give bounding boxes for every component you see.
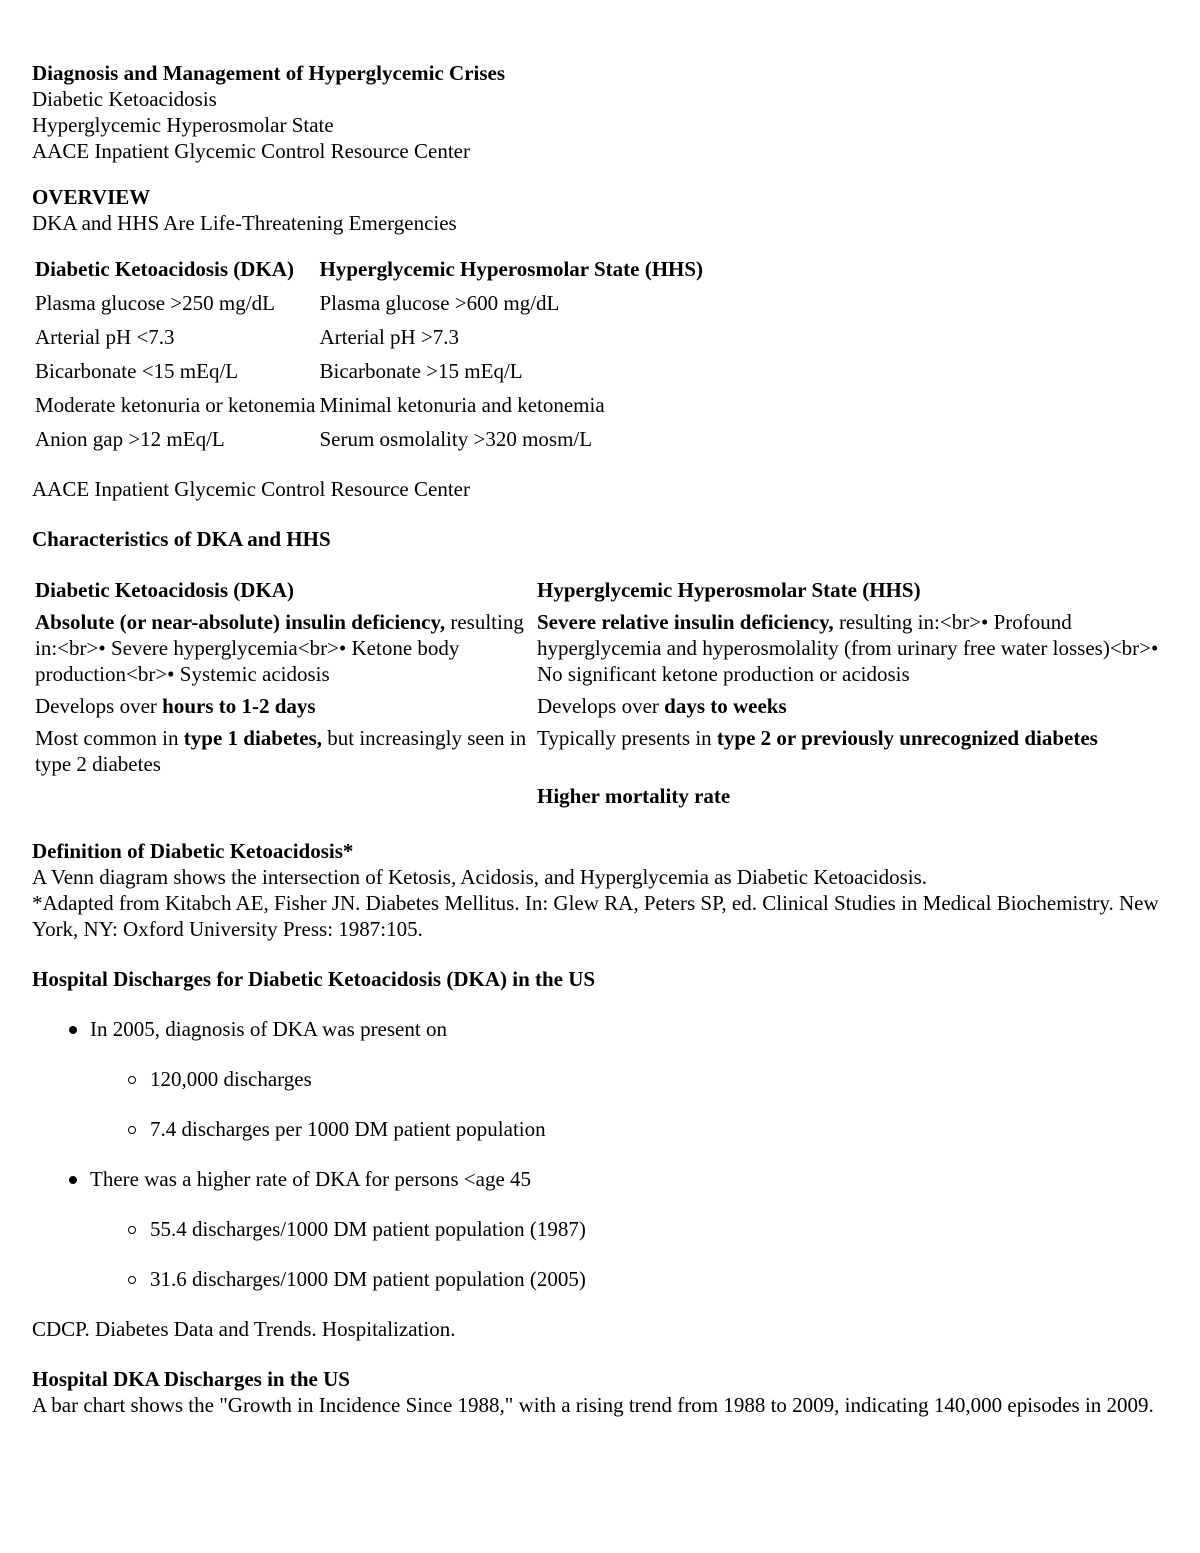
table-row (34, 782, 1170, 812)
cell-text: resulting in:<br>• Profound hyperglycemia and hyperosmolality (from urinary free water losses)<br>• No significant ketone production or acidosis (537, 610, 1159, 686)
sub-list (32, 1216, 1168, 1292)
us-discharges-text: A bar chart shows the "Growth in Incidence Since 1988," with a rising trend from 1988 to 2009, indicating 140,000 episodes in 2009. (32, 1393, 1154, 1417)
header-section (32, 60, 1168, 164)
column-header-hhs: Hyperglycemic Hyperosmolar State (HHS) (537, 578, 921, 602)
list-item (32, 1216, 1168, 1242)
list-item (32, 1066, 1168, 1092)
cell-text: Develops over (35, 694, 163, 718)
table-cell (536, 782, 1170, 812)
table-row (34, 356, 704, 388)
discharges-heading: Hospital Discharges for Diabetic Ketoacidosis (DKA) in the US (32, 967, 596, 991)
cell-text: resulting in:<br>• Severe hyperglycemia<br>• Ketone body production<br>• Systemic acidosis (35, 610, 524, 686)
list-item-text: In 2005, diagnosis of DKA was present on (90, 1017, 447, 1041)
discharges-heading-block (32, 966, 1168, 992)
definition-section (32, 838, 1168, 942)
source-citation: AACE Inpatient Glycemic Control Resource Center (32, 477, 470, 501)
definition-citation: *Adapted from Kitabch AE, Fisher JN. Diabetes Mellitus. In: Glew RA, Peters SP, ed. Clinical Studies in Medical Biochemistry. New York, NY: Oxford University Press: 1987:105. (32, 891, 1159, 941)
cell-text: Typically presents in (537, 726, 717, 750)
table-cell (34, 724, 534, 780)
overview-heading: OVERVIEW (32, 185, 151, 209)
cell-emphasis: days to weeks (664, 694, 787, 718)
discharges-list (32, 1016, 1168, 1292)
cell-text: Develops over (537, 694, 665, 718)
overview-source (32, 476, 1168, 502)
cell-emphasis: type 2 or previously unrecognized diabetes (716, 726, 1098, 750)
characteristics-heading-block (32, 526, 1168, 552)
list-item-text: 7.4 discharges per 1000 DM patient population (150, 1117, 546, 1141)
header-line: Diabetic Ketoacidosis (32, 87, 217, 111)
table-header-row (34, 254, 704, 286)
table-row (34, 724, 1170, 780)
table-cell: Serum osmolality >320 mosm/L (319, 427, 593, 451)
list-item (32, 1016, 1168, 1142)
us-discharges-heading: Hospital DKA Discharges in the US (32, 1367, 350, 1391)
dka-hhs-criteria-table (32, 252, 706, 458)
definition-text: A Venn diagram shows the intersection of Ketosis, Acidosis, and Hyperglycemia as Diabetic Ketoacidosis. (32, 865, 928, 889)
list-item-text: 31.6 discharges/1000 DM patient population (2005) (150, 1267, 586, 1291)
table-cell: Bicarbonate <15 mEq/L (35, 359, 239, 383)
table-cell (536, 724, 1170, 780)
overview-subtitle: DKA and HHS Are Life-Threatening Emergencies (32, 211, 457, 235)
list-item (32, 1266, 1168, 1292)
list-item-text: 55.4 discharges/1000 DM patient population (1987) (150, 1217, 586, 1241)
characteristics-heading: Characteristics of DKA and HHS (32, 527, 331, 551)
table-cell: Bicarbonate >15 mEq/L (319, 359, 523, 383)
list-item-text: 120,000 discharges (150, 1067, 312, 1091)
sub-list (32, 1066, 1168, 1142)
table-cell (536, 608, 1170, 690)
table-cell-empty (34, 782, 534, 812)
cell-emphasis: Absolute (or near-absolute) insulin deficiency, (35, 610, 446, 634)
table-row (34, 288, 704, 320)
cell-emphasis: hours to 1-2 days (162, 694, 316, 718)
table-cell (34, 608, 534, 690)
characteristics-table (32, 574, 1172, 814)
table-row (34, 322, 704, 354)
table-cell (34, 692, 534, 722)
discharges-source (32, 1316, 1168, 1342)
header-line: AACE Inpatient Glycemic Control Resource Center (32, 139, 470, 163)
table-row (34, 608, 1170, 690)
column-header-dka: Diabetic Ketoacidosis (DKA) (35, 257, 294, 281)
table-cell: Arterial pH >7.3 (319, 325, 460, 349)
cell-text: but increasingly seen in type 2 diabetes (35, 726, 527, 776)
cell-emphasis: Higher mortality rate (537, 784, 731, 808)
source-citation: CDCP. Diabetes Data and Trends. Hospitalization. (32, 1317, 456, 1341)
table-cell: Minimal ketonuria and ketonemia (319, 393, 605, 417)
cell-emphasis: Severe relative insulin deficiency, (537, 610, 834, 634)
table-row (34, 424, 704, 456)
cell-emphasis: type 1 diabetes, (183, 726, 323, 750)
table-row (34, 390, 704, 422)
table-row (34, 692, 1170, 722)
table-cell: Arterial pH <7.3 (35, 325, 175, 349)
column-header-dka: Diabetic Ketoacidosis (DKA) (35, 578, 294, 602)
table-header-row (34, 576, 1170, 606)
column-header-hhs: Hyperglycemic Hyperosmolar State (HHS) (319, 257, 704, 281)
table-cell: Anion gap >12 mEq/L (35, 427, 225, 451)
list-item (32, 1116, 1168, 1142)
table-cell: Plasma glucose >600 mg/dL (319, 291, 560, 315)
definition-heading: Definition of Diabetic Ketoacidosis* (32, 839, 354, 863)
table-cell (536, 692, 1170, 722)
cell-text: Most common in (35, 726, 184, 750)
overview-section (32, 184, 1168, 236)
table-cell: Plasma glucose >250 mg/dL (35, 291, 275, 315)
table-cell: Moderate ketonuria or ketonemia (35, 393, 316, 417)
list-item (32, 1166, 1168, 1292)
list-item-text: There was a higher rate of DKA for persons <age 45 (90, 1167, 532, 1191)
document-title: Diagnosis and Management of Hyperglycemic Crises (32, 61, 506, 85)
us-discharges-section (32, 1366, 1168, 1418)
header-line: Hyperglycemic Hyperosmolar State (32, 113, 334, 137)
